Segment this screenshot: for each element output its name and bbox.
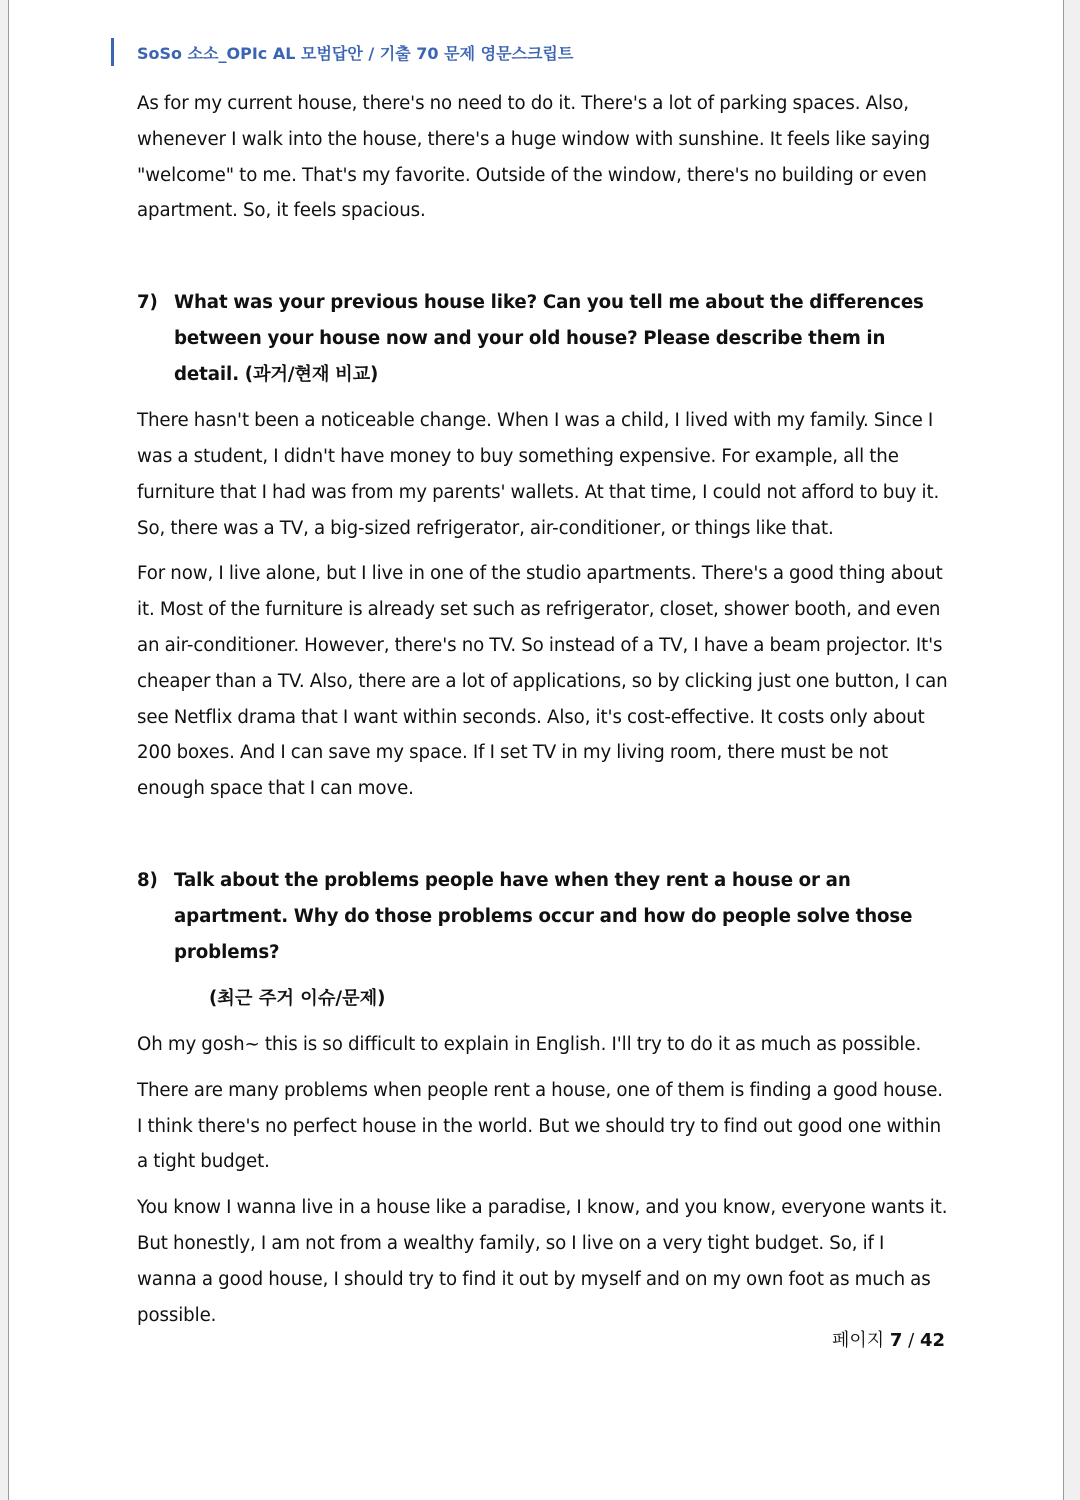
question-8-category-tag: (최근 주거 이슈/문제): [209, 987, 386, 1009]
page-separator: /: [908, 1330, 915, 1351]
intro-paragraph: As for my current house, there's no need to do it. There's a lot of parking spaces. Also, whenever I walk into the house, there's a huge window with sunshine. It feels like saying "welcome" to me. That's my favorite. Outside of the window, there's no building or even apartment. So, it feels spacious.: [137, 93, 931, 222]
total-pages-number: 42: [919, 1330, 945, 1351]
q7-answer-paragraph-1: There hasn't been a noticeable change. When I was a child, I lived with my family. Since I was a student, I didn't have money to buy something expensive. For example, all the furniture that I had was from my parents' wallets. At that time, I could not afford to buy it. So, there was a TV, a big-sized refrigerator, air-conditioner, or things like that.: [137, 410, 940, 539]
page-label: 페이지: [831, 1330, 885, 1351]
question-8-text: Talk about the problems people have when they rent a house or an apartment. Why do those problems occur and how do people solve those problems?: [174, 869, 913, 963]
page-content: [137, 86, 949, 1333]
question-7-text: What was your previous house like? Can you tell me about the differences between your house now and your old house? Please describe them in detail. (과거/현재 비교): [174, 292, 924, 386]
current-page-number: 7: [889, 1330, 903, 1351]
page-number-footer: [832, 1326, 945, 1352]
question-8: [137, 863, 949, 971]
page-header: [111, 38, 573, 66]
question-7-number: 7): [137, 292, 158, 314]
question-8-number: 8): [137, 869, 158, 891]
q8-answer-paragraph-1: Oh my gosh~ this is so difficult to explain in English. I'll try to do it as much as possible.: [137, 1033, 922, 1055]
header-title: SoSo 소소_OPIc AL 모범답안 / 기출 70 문제 영문스크립트: [137, 43, 574, 63]
q7-answer-paragraph-2: For now, I live alone, but I live in one of the studio apartments. There's a good thing about it. Most of the furniture is already set such as refrigerator, closet, shower booth, and even an air-conditioner. However, there's no TV. So instead of a TV, I have a beam projector. It's cheaper than a TV. Also, there are a lot of applications, so by clicking just one button, I can see Netflix drama that I want within seconds. Also, it's cost-effective. It costs only about 200 boxes. And I can save my space. If I set TV in my living room, there must be not enough space that I can move.: [137, 563, 948, 800]
document-page: [8, 0, 1064, 1500]
q8-answer-paragraph-3: You know I wanna live in a house like a paradise, I know, and you know, everyone wants it. But honestly, I am not from a wealthy family, so I live on a very tight budget. So, if I wanna a good house, I should try to find it out by myself and on my own foot as much as possible.: [137, 1197, 948, 1326]
q8-answer-paragraph-2: There are many problems when people rent a house, one of them is finding a good house. I think there's no perfect house in the world. But we should try to find out good one within a tight budget.: [137, 1079, 943, 1173]
question-7: [137, 285, 949, 393]
